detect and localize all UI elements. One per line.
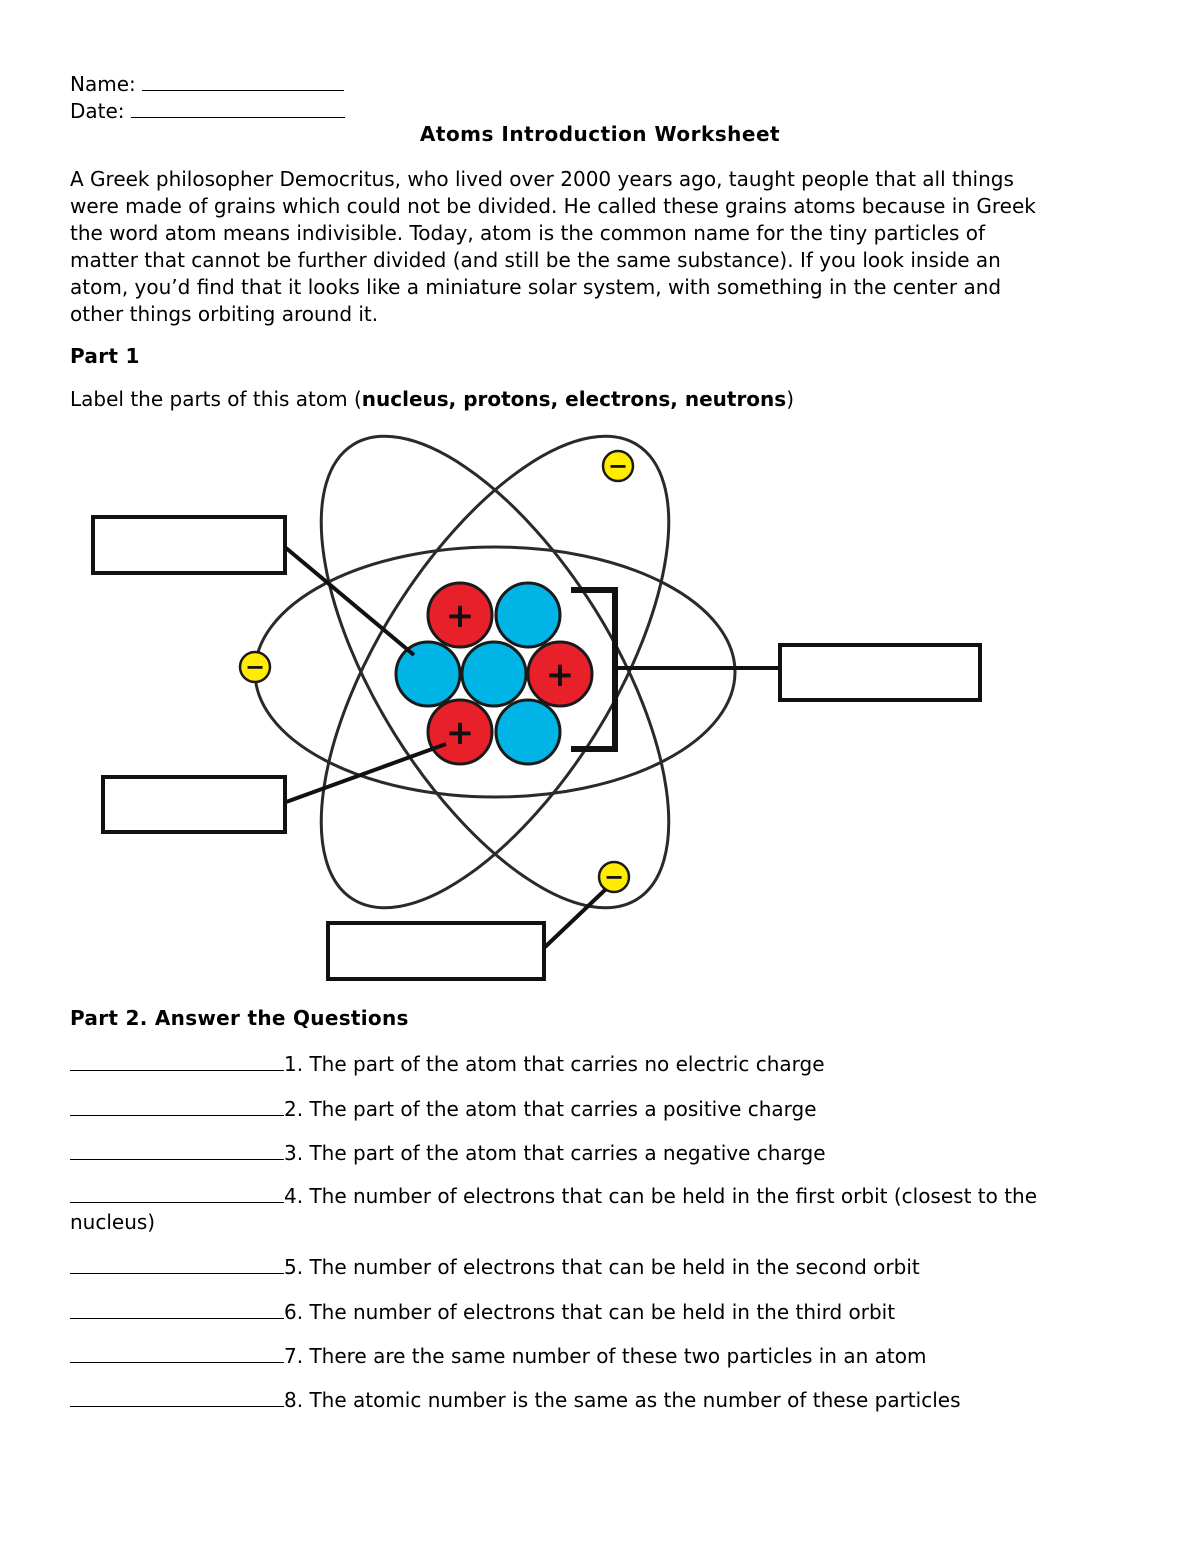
label-box-electron[interactable]: [328, 923, 544, 979]
question-text: 8. The atomic number is the same as the number of these particles: [284, 1388, 961, 1412]
instruction-suffix: ): [786, 387, 794, 411]
label-box-proton[interactable]: [103, 777, 285, 832]
name-line: [70, 71, 344, 98]
answer-blank[interactable]: [70, 1095, 284, 1116]
neutron: [396, 642, 460, 706]
answer-blank[interactable]: [70, 1139, 284, 1160]
instruction-prefix: Label the parts of this atom (: [70, 387, 362, 411]
name-label: Name:: [70, 72, 136, 96]
question-text: 6. The number of electrons that can be held in the third orbit: [284, 1300, 896, 1324]
neutron: [462, 642, 526, 706]
intro-line: matter that cannot be further divided (and still be the same substance). If you look inside an: [70, 248, 1001, 272]
question-item: [70, 1182, 1037, 1210]
question-text: 2. The part of the atom that carries a positive charge: [284, 1097, 817, 1121]
question-text: 5. The number of electrons that can be held in the second orbit: [284, 1255, 920, 1279]
name-blank[interactable]: [142, 72, 344, 91]
answer-blank[interactable]: [70, 1050, 284, 1071]
date-blank[interactable]: [131, 99, 345, 118]
electron-sign: −: [607, 452, 629, 480]
question-item: [70, 1342, 926, 1370]
answer-blank[interactable]: [70, 1253, 284, 1274]
atom-diagram: [0, 430, 1200, 1000]
question-item: [70, 1386, 960, 1414]
label-box-neutron[interactable]: [93, 517, 285, 573]
question-item: [70, 1139, 826, 1167]
label-box-nucleus[interactable]: [780, 645, 980, 700]
proton-sign: +: [545, 655, 575, 695]
intro-paragraph: [70, 166, 1140, 328]
part1-instruction: [70, 386, 794, 413]
date-label: Date:: [70, 99, 125, 123]
electron-sign: −: [603, 863, 625, 891]
answer-blank[interactable]: [70, 1342, 284, 1363]
question-item: [70, 1050, 825, 1078]
proton-sign: +: [445, 713, 475, 753]
electron-sign: −: [244, 653, 266, 681]
intro-line: A Greek philosopher Democritus, who lived over 2000 years ago, taught people that all things: [70, 167, 1014, 191]
leader-line-electron: [545, 889, 606, 947]
answer-blank[interactable]: [70, 1298, 284, 1319]
question-text: 3. The part of the atom that carries a negative charge: [284, 1141, 826, 1165]
question-item: [70, 1253, 920, 1281]
intro-line: were made of grains which could not be divided. He called these grains atoms because in Greek: [70, 194, 1036, 218]
neutron: [496, 700, 560, 764]
answer-blank[interactable]: [70, 1386, 284, 1407]
leader-line-neutron: [286, 548, 414, 655]
question-item: [70, 1095, 817, 1123]
instruction-terms: nucleus, protons, electrons, neutrons: [361, 387, 787, 411]
question-text: 1. The part of the atom that carries no electric charge: [284, 1052, 825, 1076]
worksheet-title: Atoms Introduction Worksheet: [419, 122, 781, 146]
part1-heading: Part 1: [70, 344, 140, 368]
intro-line: the word atom means indivisible. Today, atom is the common name for the tiny particles of: [70, 221, 986, 245]
date-line: [70, 98, 345, 125]
intro-line: atom, you’d find that it looks like a miniature solar system, with something in the center and: [70, 275, 1002, 299]
question-text: 4. The number of electrons that can be held in the first orbit (closest to the: [284, 1184, 1038, 1208]
question-item: [70, 1298, 895, 1326]
question-text: 7. There are the same number of these two particles in an atom: [284, 1344, 927, 1368]
question-continuation: nucleus): [70, 1210, 156, 1234]
intro-line: other things orbiting around it.: [70, 302, 379, 326]
answer-blank[interactable]: [70, 1182, 284, 1203]
part2-heading: Part 2. Answer the Questions: [70, 1006, 409, 1030]
neutron: [496, 583, 560, 647]
proton-sign: +: [445, 596, 475, 636]
